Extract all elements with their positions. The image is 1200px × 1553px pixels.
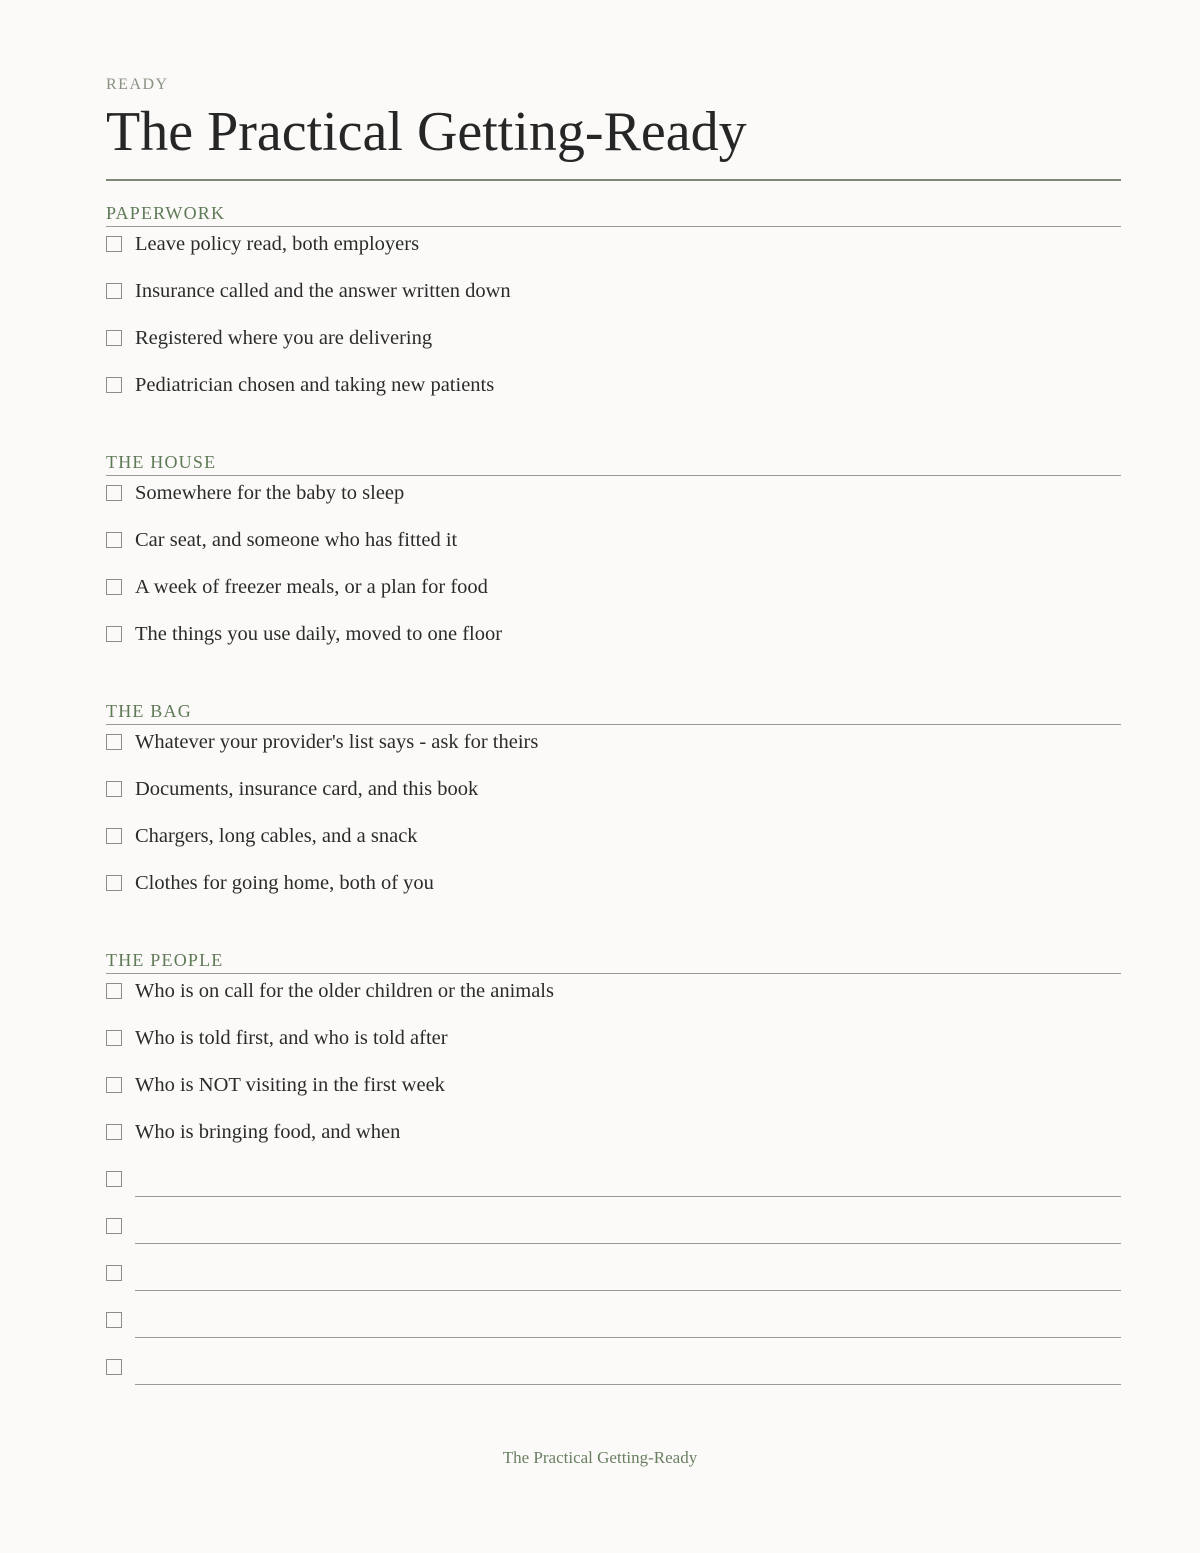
write-in-line[interactable] [135,1290,1121,1291]
write-in-line[interactable] [135,1243,1121,1244]
checkbox[interactable] [106,626,122,642]
section-heading: PAPERWORK [106,196,1121,227]
checklist-item [106,974,1121,1021]
checklist-item [106,819,1121,866]
checkbox[interactable] [106,828,122,844]
item-label: A week of freezer meals, or a plan for food [135,576,488,598]
section-the-bag [106,694,1121,913]
checklist-item [106,617,1121,664]
item-label: Leave policy read, both employers [135,233,420,255]
checkbox[interactable] [106,983,122,999]
checklist-item [106,274,1121,321]
blank-checklist-item [106,1303,1121,1350]
checkbox[interactable] [106,875,122,891]
checkbox[interactable] [106,734,122,750]
checkbox[interactable] [106,1218,122,1234]
item-label: Who is told first, and who is told after [135,1027,448,1049]
checkbox[interactable] [106,283,122,299]
checkbox[interactable] [106,1359,122,1375]
item-label: The things you use daily, moved to one floor [135,623,503,645]
checkbox[interactable] [106,377,122,393]
item-label: Somewhere for the baby to sleep [135,482,405,504]
item-label: Registered where you are delivering [135,327,433,349]
checklist-item [106,1115,1121,1162]
page-footer: The Practical Getting-Ready [502,1448,698,1467]
item-label: Who is bringing food, and when [135,1121,401,1143]
item-label: Insurance called and the answer written down [135,280,511,302]
item-label: Whatever your provider's list says - ask for theirs [135,731,539,753]
title-divider [106,179,1121,181]
checkbox[interactable] [106,532,122,548]
checkbox[interactable] [106,579,122,595]
blank-checklist-item [106,1256,1121,1303]
blank-checklist-item [106,1350,1121,1397]
checklist-item [106,227,1121,274]
checklist-item [106,725,1121,772]
item-label: Who is on call for the older children or the animals [135,980,554,1002]
checklist-item [106,476,1121,523]
checkbox[interactable] [106,1030,122,1046]
checkbox[interactable] [106,781,122,797]
item-label: Clothes for going home, both of you [135,872,434,894]
item-label: Pediatrician chosen and taking new patients [135,374,495,396]
checklist-item [106,772,1121,819]
section-heading: THE HOUSE [106,445,1121,476]
blank-checklist-item [106,1209,1121,1256]
checklist-item [106,523,1121,570]
section-the-house [106,445,1121,664]
write-in-line[interactable] [135,1337,1121,1338]
section-heading: THE BAG [106,694,1121,725]
item-label: Who is NOT visiting in the first week [135,1074,445,1096]
checkbox[interactable] [106,1171,122,1187]
checklist-item [106,368,1121,415]
checkbox[interactable] [106,1265,122,1281]
checkbox[interactable] [106,1124,122,1140]
section-paperwork [106,196,1121,415]
checkbox[interactable] [106,236,122,252]
section-heading: THE PEOPLE [106,943,1121,974]
checkbox[interactable] [106,485,122,501]
checklist-item [106,570,1121,617]
section-the-people [106,943,1121,1397]
checkbox[interactable] [106,1077,122,1093]
checklist-item [106,866,1121,913]
checklist-item [106,1021,1121,1068]
write-in-line[interactable] [135,1384,1121,1385]
checklist-item [106,321,1121,368]
item-label: Chargers, long cables, and a snack [135,825,418,847]
blank-checklist-item [106,1162,1121,1209]
checklist-item [106,1068,1121,1115]
item-label: Documents, insurance card, and this book [135,778,479,800]
item-label: Car seat, and someone who has fitted it [135,529,458,551]
eyebrow-label: READY [106,76,169,93]
write-in-line[interactable] [135,1196,1121,1197]
checkbox[interactable] [106,330,122,346]
checkbox[interactable] [106,1312,122,1328]
page-title: The Practical Getting-Ready [106,101,747,163]
